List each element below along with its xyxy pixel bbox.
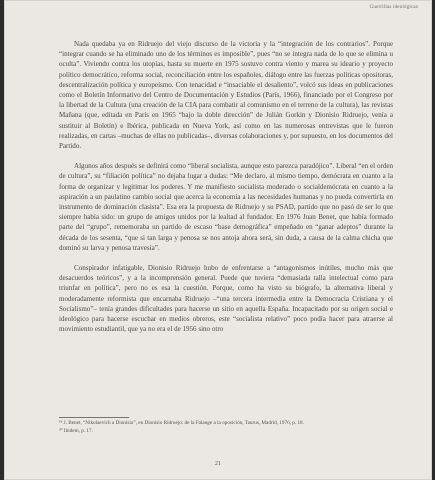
paragraph: Conspirador infatigable, Dionisio Ridruejo hubo de enfrentarse a “antagonismos inútiles, mucho más que desacuerdos teóricos”, y a la incomprensión general. Puede que tuviera “demasiada talla intelectual como para triunfar en política”, pero no es esa la cuestión. Porque, como ha visto su biógrafo, la alternativa liberal y moderadamente reformista que encarnaba Ridruejo –“una tercera intermedia entre la Democracia Cristiana y el Socialismo”– tenía grandes dificultades para hacerse un sitio en aquella España. Incapacitado por su origen social e ideológico para hacerse escuchar en medios obreros, este “socialista relativo” poco podía hacer para atraerse al movimiento estudiantil, que ya no era el de 1956 sino otro <box>59 264 393 334</box>
paragraph: Algunos años después se definirá como “liberal socialista, aunque esto parezca paradójico”. Liberal “en el orden de cultura”, su “filiación política” no dejaba lugar a dudas: “Me declaro, al mismo tiempo, demócrata en cuanto a la forma de organizar y legitimar los poderes. Y me manifiesto socialista moderado o socialdemócrata en cuanto a la aspiración a un paulatino cambio social que acerca la economía a las necesidades humanas y no pueda convertirla en instrumento de dominación clasista”. Esa era la propuesta de Ridruejo y su PSAD, partido que no pasó de ser lo que siempre había sido: un grupo de amigos unidos por la lealtad al fundador. En 1976 Juan Benet, que había formado parte del “grupo”, rememoraba un partido de escaso “base demográfica” empeñado en “ganar adeptos” durante la década de los sesenta, “que si tan larga y penosa se nos antoja ahora será, sin duda, a causa de la calma chicha que dominó su larva y penosa travesía”. <box>59 162 393 252</box>
footnote-divider <box>59 417 129 418</box>
footnote: ¹⁹ J. Benet, “Nikolaevich a Dionisio”, en Dionisio Ridruejo: de la Falange a la oposición, Taurus, Madrid, 1976, p. 18. <box>59 420 304 426</box>
footnote: ²⁰ Ibidem, p. 17. <box>59 427 93 434</box>
footnotes <box>59 420 393 435</box>
running-header: Guerrillas ideológicas <box>369 5 418 10</box>
page-number: 21 <box>215 461 221 467</box>
body-text <box>59 39 393 334</box>
document-page <box>4 0 432 480</box>
paragraph: Nada quedaba ya en Ridruejo del viejo discurso de la victoria y la “integración de los contrarios”. Porque “integrar cuando se ha eliminado uno de los términos es imposible”, pues “no se integra nada de lo que se elimina u oculta”. Viviendo contra los utopías, hasta su muerte en 1975 sostuvo contra viento y marea su ideario y proyecto político democrático, reforma social, reconciliación entre los españoles, diálogo entre las fuerzas políticas opositoras, descentralización política y europeísmo. Con tenacidad e “insaciable el desaliento”, volcó sus ideas en publicaciones como el Boletín Informativo del Centro de Documentación y Estudios (París, 1966), financiado por el Congreso por la libertad de la Cultura (una creación de la CIA para combatir al comunismo en el terreno de la cultura), las revistas Mañana (que, editada en París en 1965 “bajo la doble dirección” de Julián Gorkin y Dionisio Ridruejo, venía a sustituir al Boletín) e Ibérica, publicada en Nueva York, así como en las numerosas entrevistas que le fueron realizadas, en cartas –muchas de ellas no publicadas–, diversas colaboraciones y, por supuesto, en los documentos del Partido. <box>59 40 393 151</box>
